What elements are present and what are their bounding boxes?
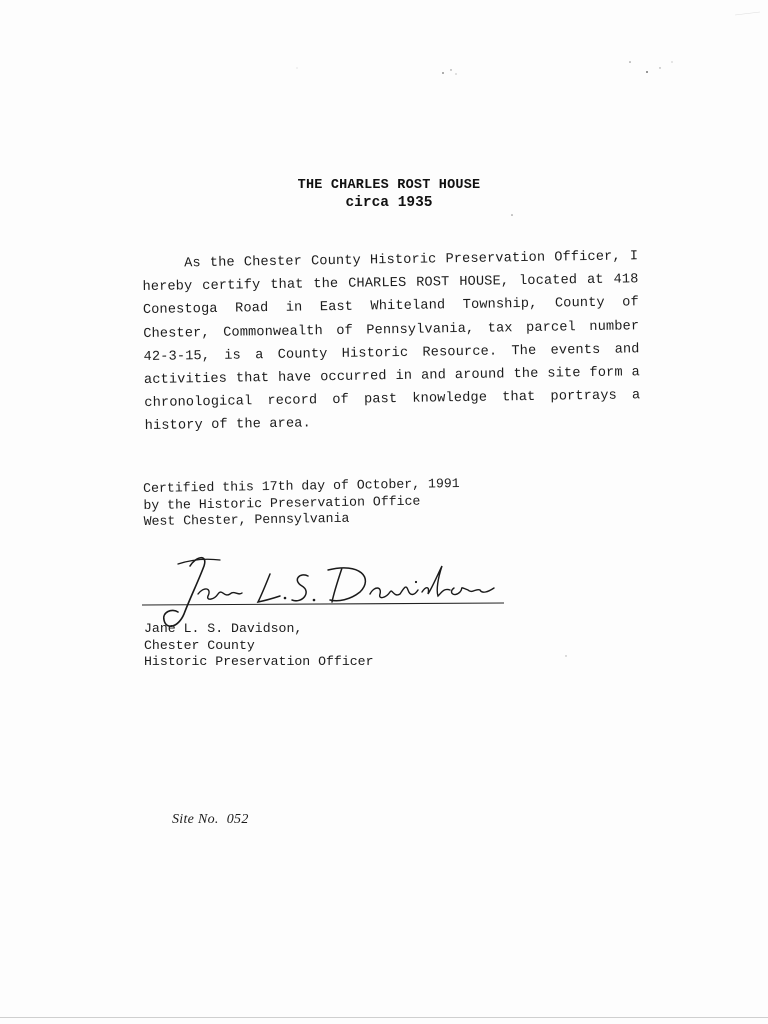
handwritten-signature [138,548,518,632]
scan-bottom-edge [0,1017,768,1018]
certification-office-line: by the Historic Preservation Office [143,493,421,513]
signer-name: Jane L. S. Davidson, [144,621,303,636]
document-subtitle: circa 1935 [345,195,433,211]
site-number-label [172,812,249,828]
site-number: 052 [226,812,249,827]
signer-block [144,621,374,671]
certification-statement [143,476,460,530]
certification-paragraph-text: As the Chester County Historic Preservation Officer, I hereby certify that the CHARLES ROST HOUSE, located at 418 Conestoga Road in East Whiteland Township, County of Chester, Commonwealth of Pennsylvania, tax parcel number 42-3-15, is a County Historic Resource. The events and activities that have occurred in and around the site form a chronological record of past knowledge that portrays a history of the area. [142,249,641,435]
paragraph-indent [142,266,184,267]
signer-county: Chester County [144,637,255,653]
site-label: Site No. [172,812,219,827]
certification-date-line: Certified this 17th day of October, 1991 [143,476,460,496]
certification-location-line: West Chester, Pennsylvania [143,510,350,529]
document-title: THE CHARLES ROST HOUSE [297,178,481,193]
signer-title: Historic Preservation Officer [144,654,374,669]
certification-paragraph [142,245,641,438]
